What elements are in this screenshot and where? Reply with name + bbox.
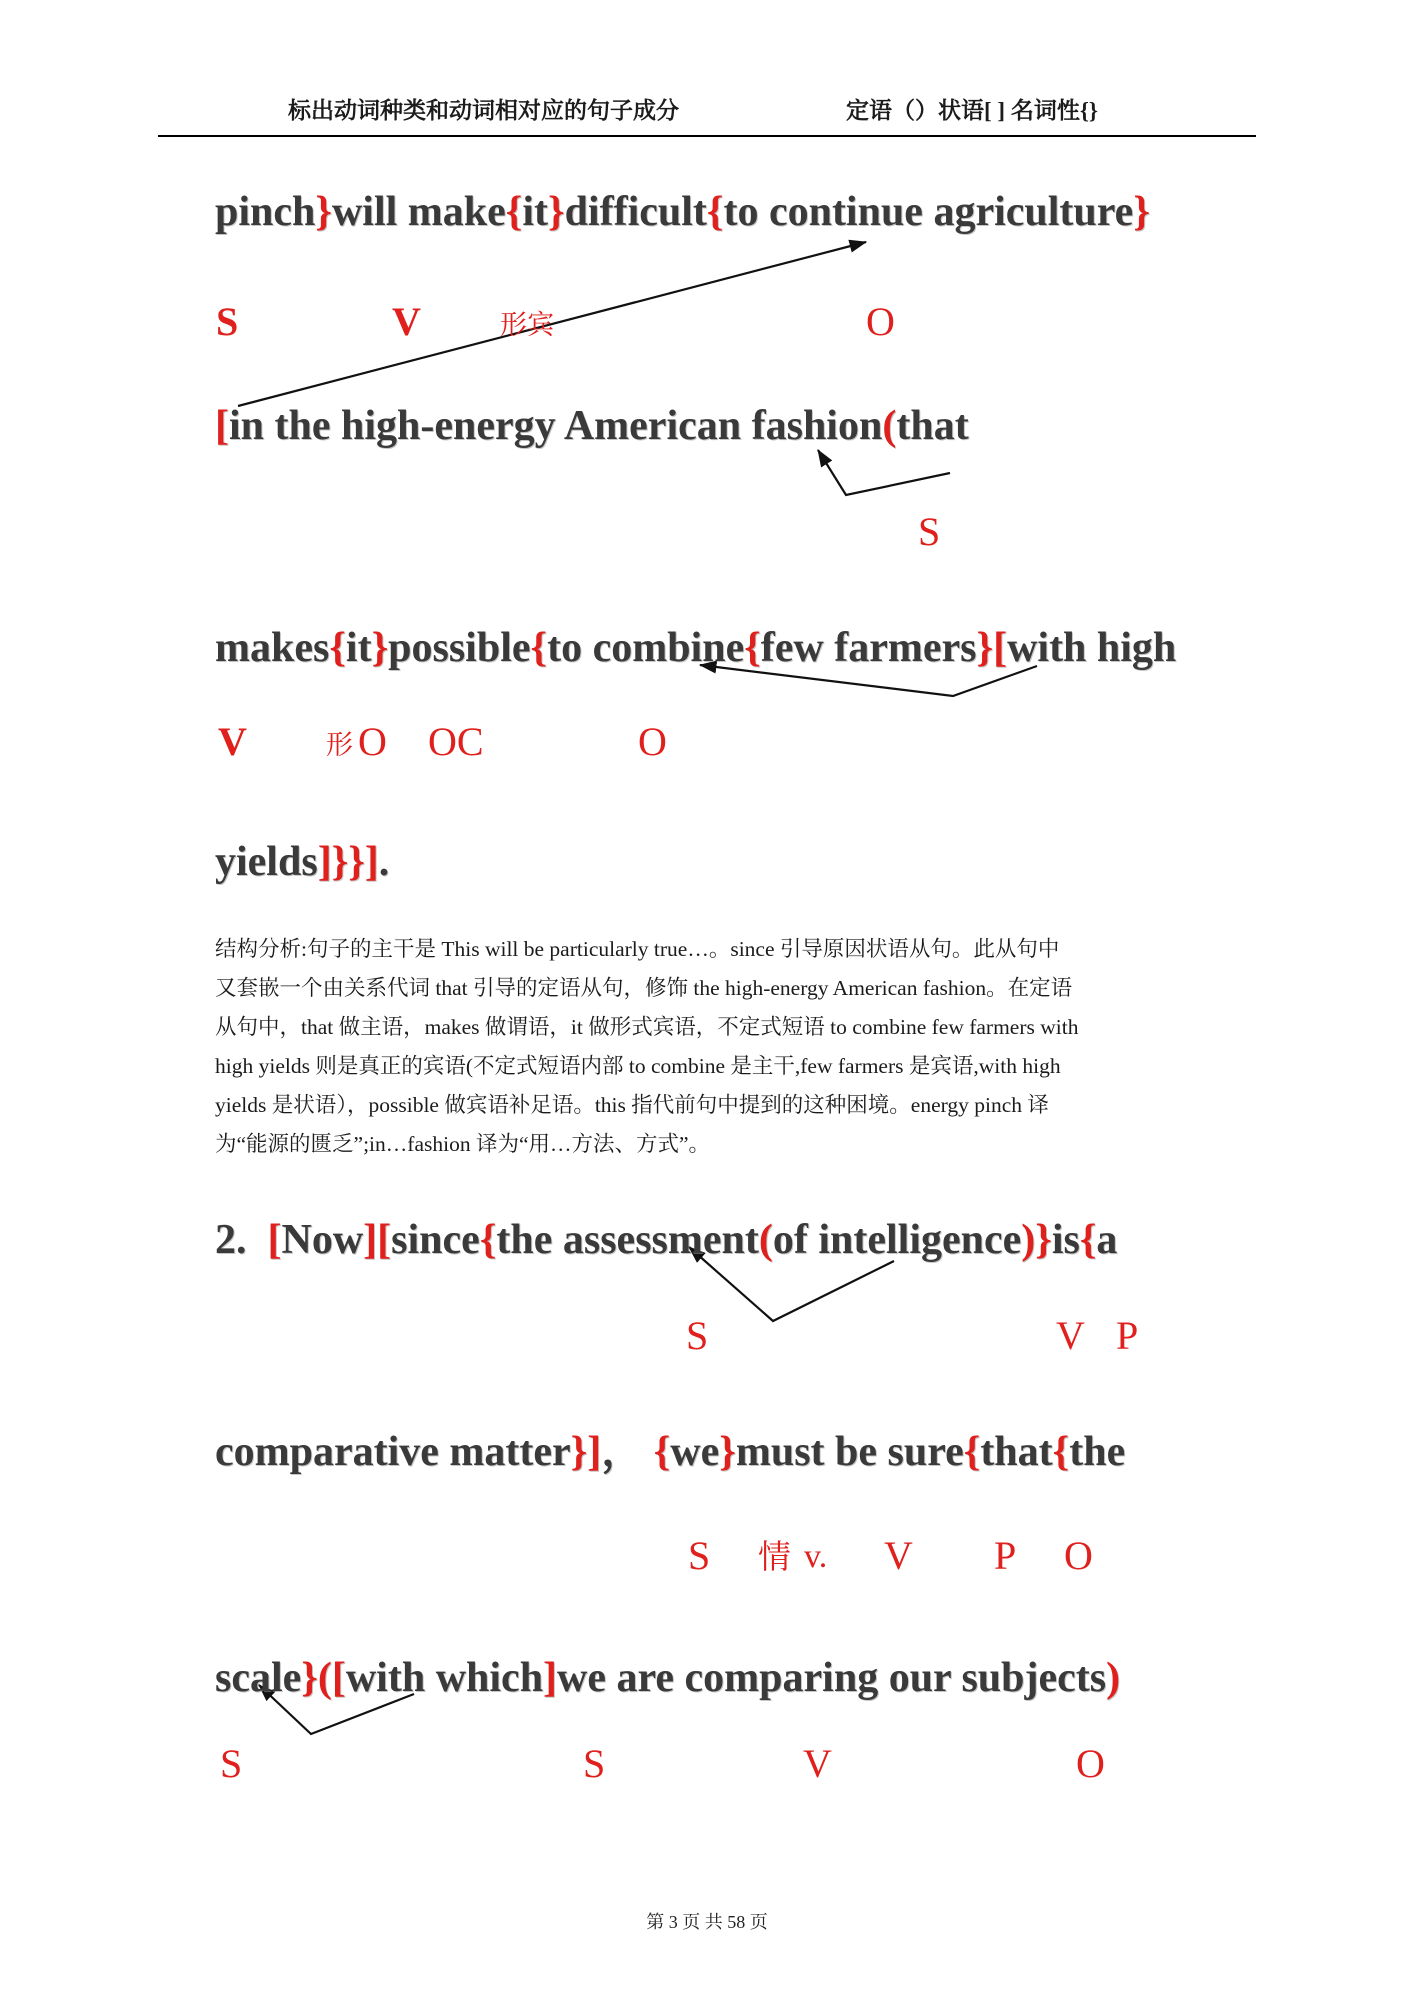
grammar-label: O — [638, 719, 667, 764]
sentence-text: pinch — [215, 189, 316, 235]
bracket-annotation: { — [1079, 1217, 1097, 1263]
grammar-label: O — [1076, 1741, 1105, 1786]
sentence-text: of intelligence — [772, 1217, 1022, 1263]
sentence-text: ， — [601, 1429, 654, 1475]
bracket-annotation: ]}}] — [317, 839, 379, 885]
sentence-text: in the high-energy American fashion — [229, 403, 883, 449]
sentence-text: it — [522, 189, 548, 235]
bracket-annotation: [ — [993, 625, 1008, 671]
bracket-annotation: ( — [758, 1217, 773, 1263]
bracket-annotation: { — [653, 1429, 671, 1475]
sentence-text: to continue agriculture — [723, 189, 1134, 235]
bracket-annotation: [ — [267, 1217, 282, 1263]
grammar-label: S — [918, 509, 941, 554]
grammar-label: S — [688, 1533, 711, 1578]
sentence-now-since — [215, 1216, 1117, 1264]
sentence-text: comparative matter — [215, 1429, 571, 1475]
header-annotation-legend: 定语（）状语[ ] 名词性{} — [846, 98, 1098, 123]
grammar-label: S — [583, 1741, 606, 1786]
grammar-label: V — [1056, 1313, 1085, 1358]
sentence-text: since — [391, 1217, 480, 1263]
analysis-line: yields 是状语），possible 做宾语补足语。this 指代前句中提到的这种困境。energy pinch 译 — [215, 1093, 1049, 1117]
sentence-text: it — [345, 625, 372, 671]
bracket-annotation: } — [719, 1429, 736, 1475]
sentence-text: we — [670, 1429, 720, 1475]
bracket-annotation: } — [548, 189, 565, 235]
bracket-annotation: [ — [215, 403, 229, 449]
bracket-annotation: { — [505, 189, 523, 235]
bracket-annotation: ][ — [363, 1217, 392, 1263]
sentence-text: we are comparing our subjects — [557, 1655, 1107, 1701]
grammar-label: O — [866, 299, 895, 344]
grammar-label: P — [994, 1533, 1017, 1578]
arrow-to-fashion — [818, 450, 950, 495]
bracket-annotation: { — [530, 625, 548, 671]
grammar-label: O — [358, 719, 387, 764]
header-left-title: 标出动词种类和动词相对应的句子成分 — [288, 98, 679, 123]
sentence-pinch — [215, 188, 1150, 236]
bracket-annotation: { — [479, 1217, 497, 1263]
sentence-text: the — [1069, 1429, 1126, 1475]
sentence-text: that — [980, 1429, 1053, 1475]
page-number: 第 3 页 共 58 页 — [646, 1912, 768, 1932]
sentence-text: possible — [388, 625, 531, 671]
sentence-in-fashion — [215, 402, 969, 450]
bracket-annotation: { — [329, 625, 346, 671]
sentence-scale — [215, 1654, 1120, 1702]
sentence-text: must be sure — [735, 1429, 964, 1475]
analysis-line: 结构分析:句子的主干是 This will be particularly true…。since 引导原因状语从句。此从句中 — [215, 937, 1060, 961]
grammar-label: 情 — [758, 1540, 791, 1576]
grammar-label: v. — [804, 1538, 828, 1575]
bracket-annotation: }( — [301, 1655, 332, 1701]
bracket-annotation: [ — [331, 1655, 346, 1701]
sentence-text: a — [1096, 1217, 1118, 1263]
sentence-text: makes — [215, 625, 330, 671]
sentence-text: few farmers — [760, 625, 977, 671]
sentence-text: with high — [1007, 625, 1177, 671]
sentence-text: that — [896, 403, 969, 449]
bracket-annotation: { — [1052, 1429, 1070, 1475]
sentence-text: difficult — [564, 189, 707, 235]
sentence-text: with which — [345, 1655, 544, 1701]
grammar-label: S — [220, 1741, 243, 1786]
sentence-makes — [215, 624, 1176, 672]
sentence-text: scale — [215, 1655, 302, 1701]
sentence-text: will make — [331, 189, 506, 235]
sentence-text: yields — [215, 839, 318, 885]
sentence-text: to combine — [547, 625, 745, 671]
bracket-annotation: } — [1133, 189, 1150, 235]
analysis-line: 又套嵌一个由关系代词 that 引导的定语从句，修饰 the high-energy American fashion。在定语 — [215, 976, 1073, 1000]
bracket-annotation: } — [976, 625, 994, 671]
sentence-text: Now — [281, 1217, 364, 1263]
bracket-annotation: { — [706, 189, 724, 235]
sentence-text: the assessment — [496, 1217, 759, 1263]
bracket-annotation: { — [744, 625, 761, 671]
bracket-annotation: { — [963, 1429, 981, 1475]
grammar-label: V — [884, 1533, 913, 1578]
analysis-line: 从句中，that 做主语，makes 做谓语，it 做形式宾语，不定式短语 to combine few farmers with — [215, 1015, 1079, 1039]
sentence-comparative — [215, 1428, 1125, 1476]
bracket-annotation: } — [371, 625, 389, 671]
sentence-text: is — [1051, 1217, 1080, 1263]
bracket-annotation: }] — [570, 1429, 602, 1475]
grammar-label: 形 — [326, 730, 353, 760]
bracket-annotation: } — [315, 189, 332, 235]
grammar-label: V — [218, 719, 247, 764]
bracket-annotation: ) — [1106, 1655, 1121, 1701]
grammar-label: S — [686, 1313, 709, 1358]
header-divider — [158, 135, 1256, 137]
grammar-label: OC — [428, 719, 484, 764]
sentence-yields — [215, 838, 389, 886]
sentence-text: . — [378, 839, 390, 885]
structure-analysis-paragraph — [215, 930, 1225, 1164]
bracket-annotation: ( — [882, 403, 897, 449]
grammar-label: O — [1064, 1533, 1093, 1578]
grammar-label: V — [803, 1741, 832, 1786]
analysis-line: high yields 则是真正的宾语(不定式短语内部 to combine 是主干,few farmers 是宾语,with high — [215, 1054, 1061, 1078]
grammar-label: P — [1116, 1313, 1139, 1358]
analysis-line: 为“能源的匮乏”;in…fashion 译为“用…方法、方式”。 — [215, 1132, 711, 1156]
grammar-label: S — [216, 299, 239, 344]
grammar-label: V — [392, 299, 421, 344]
bracket-annotation: )} — [1021, 1217, 1052, 1263]
grammar-label: 形宾 — [500, 310, 554, 340]
sentence-text: 2. — [215, 1217, 268, 1263]
bracket-annotation: ] — [543, 1655, 558, 1701]
